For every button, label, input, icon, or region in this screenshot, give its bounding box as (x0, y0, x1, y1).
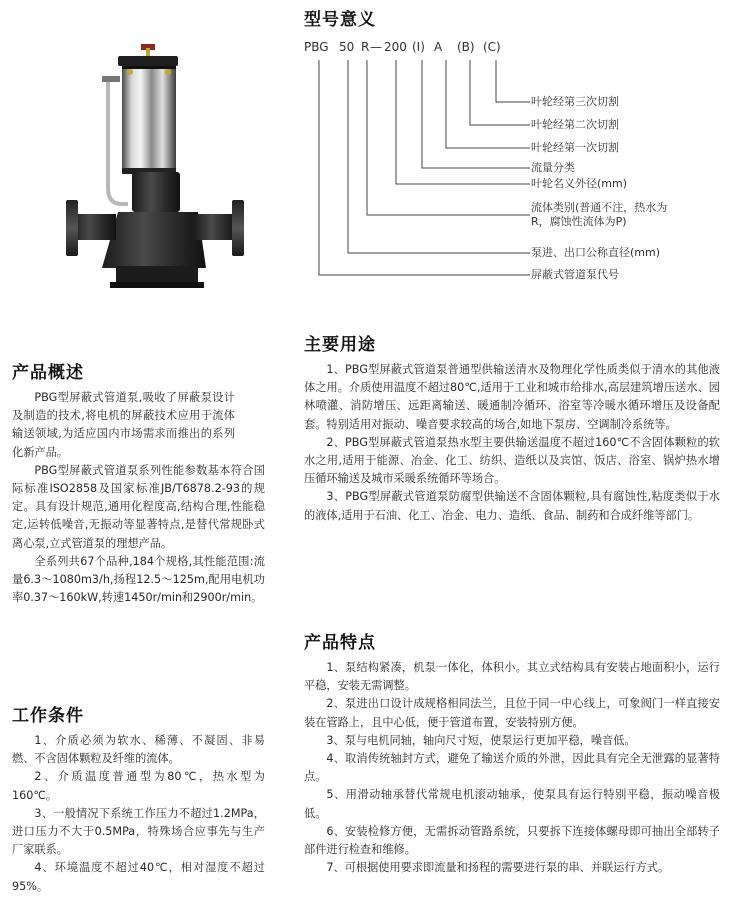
code-part-flow: (I) (412, 40, 425, 54)
features-paragraph: 1、泵结构紧凑，机泵一体化，体积小。其立式结构具有安装占地面积小，运行平稳，安装无需调整。 (304, 661, 720, 693)
model-code (304, 40, 634, 56)
conditions-paragraph: 1、介质必须为软水、稀薄、不凝固、非易燃、不含固体颗粒及纤维的流体。 (12, 734, 265, 766)
features-paragraph: 2、泵进出口设计成规格相同法兰，且位于同一中心线上，可象阀门一样直接安装在管路上，且中心低，便于管道布置，安装特别方便。 (304, 697, 720, 729)
model-label-series: 屏蔽式管道泵代号 (531, 268, 619, 281)
model-title: 型号意义 (304, 10, 376, 30)
overview-paragraph: PBG型屏蔽式管道泵,吸收了屏蔽泵设计及制造的技术,将电机的屏蔽技术应用于流体输送领域,为适应国内市场需求而推出的系列化新产品。 (12, 391, 235, 459)
pump-illustration (58, 38, 258, 293)
overview-body (12, 389, 265, 607)
conditions-title: 工作条件 (12, 706, 84, 726)
model-label-cut2: 叶轮经第二次切割 (531, 118, 619, 131)
code-part-cut3: (C) (483, 40, 501, 54)
usage-paragraph: 3、PBG型屏蔽式管道泵防腐型供输送不含固体颗粒,具有腐蚀性,粘度类似于水的液体,适用于石油、化工、冶金、电力、造纸、食品、制药和合成纤维等部门。 (304, 490, 720, 522)
overview-paragraph: PBG型屏蔽式管道泵系列性能参数基本符合国际标准ISO2858及国家标准JB/T6878.2-93的规定。具有设计规范,通用化程度高,结构合理,性能稳定,运转低噪音,无振动等显著特点,是替代常规卧式离心泵,立式管道泵的理想产品。 (12, 463, 265, 550)
features-paragraph: 3、泵与电机同轴，轴向尺寸短，使泵运行更加平稳，噪音低。 (326, 733, 636, 747)
conditions-paragraph: 2、介质温度普通型为80℃，热水型为160℃。 (12, 770, 265, 802)
code-part-impeller: 200 (384, 40, 407, 54)
code-part-fluid: R (361, 40, 370, 54)
features-title: 产品特点 (304, 633, 376, 653)
conditions-paragraph: 3、一般情况下系统工作压力不超过1.2MPa，进口压力不大于0.5MPa，特殊场合应事先与生产厂家联系。 (12, 806, 265, 857)
code-part-cut2: (B) (457, 40, 475, 54)
overview-title: 产品概述 (12, 363, 84, 383)
conditions-paragraph: 4、环境温度不超过40℃，相对湿度不超过95%。 (12, 861, 265, 893)
usage-paragraph: 1、PBG型屏蔽式管道泵普通型供输送清水及物理化学性质类似于清水的其他液体之用。介质使用温度不超过80℃,适用于工业和城市给排水,高层建筑增压送水、园林喷灌、消防增压、远距离输送、暖通制冷循环、浴室等冷暖水循环增压及设备配套。特别适用对振动、噪音要求较高的场合,如地下泵房、空调制冷系统等。 (304, 363, 720, 431)
features-body (304, 659, 720, 877)
usage-paragraph: 2、PBG型屏蔽式管道泵热水型主要供输送温度不超过160℃不含固体颗粒的软水之用,适用于能源、冶金、化工、纺织、造纸以及宾馆、饭店、浴室、锅炉热水增压循环输送及城市采暖系统循环等场合。 (304, 435, 720, 486)
model-label-fluid: 流体类别(普通不注，热水为R，腐蚀性流体为P) (531, 201, 668, 228)
conditions-body (12, 732, 265, 896)
model-label-cut3: 叶轮经第三次切割 (531, 95, 619, 108)
features-paragraph: 6、安装检修方便，无需拆动管路系统，只要拆下连接体螺母即可抽出全部转子部件进行检查和维修。 (304, 824, 720, 857)
usage-body (304, 361, 720, 525)
usage-title: 主要用途 (304, 335, 376, 355)
features-paragraph: 4、取消传统轴封方式，避免了输送介质的外泄，因此具有完全无泄露的显著特点。 (304, 752, 720, 784)
features-paragraph: 5、用滑动轴承替代常规电机滚动轴承，使泵具有运行特别平稳，振动噪音极低。 (304, 788, 720, 820)
model-connector-lines (300, 56, 540, 291)
code-part-series: PBG (304, 40, 329, 54)
overview-paragraph: 全系列共67个品种,184个规格,其性能范围:流量6.3～1080m3/h,扬程12.5～125m,配用电机功率0.37～160kW,转速1450r/min和2900r/min。 (12, 554, 265, 605)
model-label-impeller: 叶轮名义外径(mm) (531, 177, 628, 190)
code-part-cut1: A (434, 40, 443, 54)
model-label-diameter: 泵进、出口公称直径(mm) (531, 246, 661, 259)
model-label-cut1: 叶轮经第一次切割 (531, 141, 619, 154)
code-part-dash: — (370, 40, 382, 54)
features-paragraph: 7、可根据使用要求即流量和扬程的需要进行泵的串、并联运行方式。 (326, 861, 670, 875)
model-label-flow: 流量分类 (531, 161, 575, 174)
code-part-diameter: 50 (339, 40, 355, 54)
